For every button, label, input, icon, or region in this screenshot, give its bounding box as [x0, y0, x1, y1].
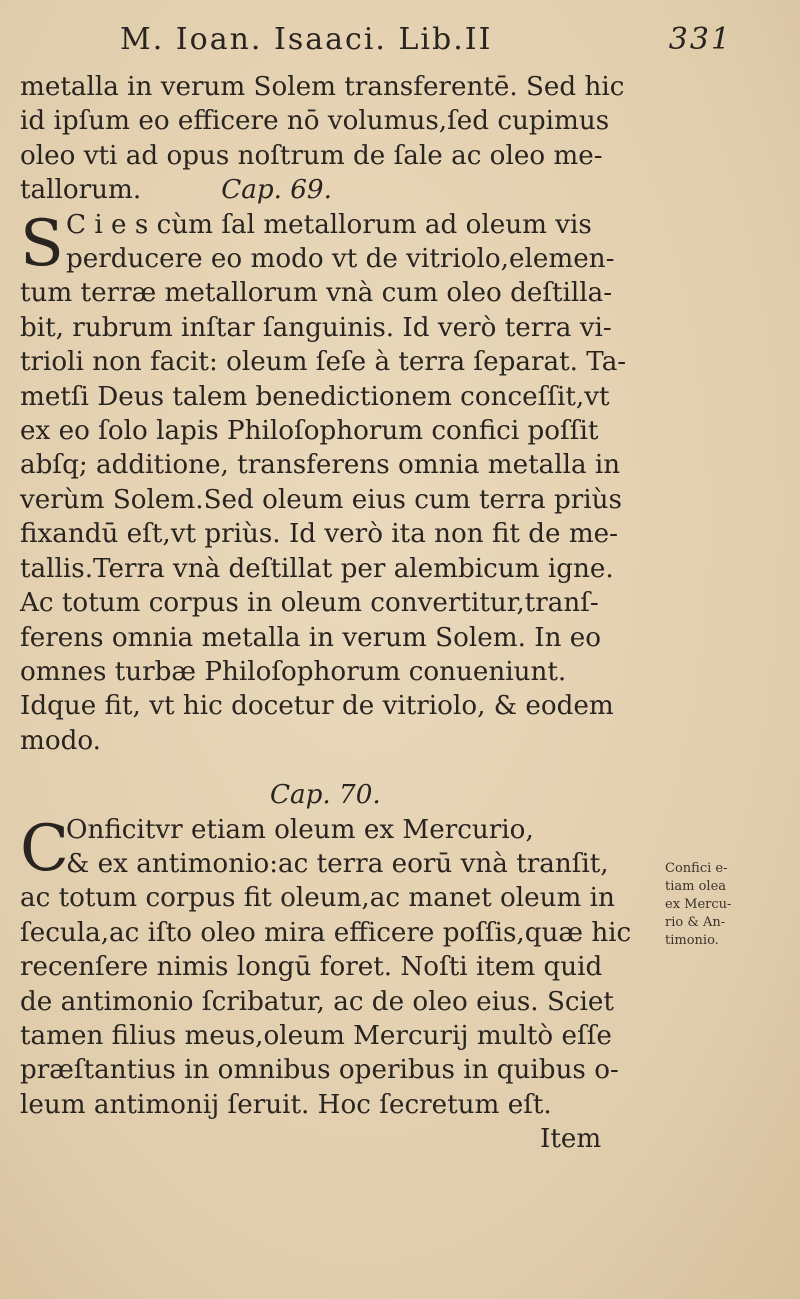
- text-line: oleo vti ad opus noſtrum de ſale ac oleo me-: [20, 140, 603, 171]
- page-number: 331: [668, 22, 732, 57]
- text-line: ferens omnia metalla in verum Solem. In eo: [20, 622, 602, 653]
- text-line: fixandū eſt,vt priùs. Id verò ita non fit de me-: [20, 519, 619, 550]
- chapter-heading-70: Cap. 70.: [270, 780, 381, 811]
- drop-cap-c: C: [20, 811, 69, 886]
- section-69-opening: [20, 206, 660, 281]
- margin-note-line: tiam olea: [665, 879, 727, 894]
- text-line: Ac totum corpus in oleum convertitur,tranſ-: [20, 588, 599, 619]
- text-line: id ipſum eo efficere nō volumus,ſed cupimus: [20, 106, 610, 137]
- text-line: tum terræ metallorum vnà cum oleo deſtilla-: [20, 278, 613, 309]
- margin-note-line: rio & An-: [665, 915, 726, 930]
- text-line: metſi Deus talem benedictionem conceſſit,vt: [20, 381, 610, 412]
- text-line: Idque fit, vt hic docetur de vitriolo, & eodem: [20, 691, 614, 722]
- text-line: tamen filius meus,oleum Mercurij multò eſſe: [20, 1020, 612, 1051]
- text-line: metalla in verum Solem transferentē. Sed hic: [20, 72, 625, 102]
- margin-note: [665, 860, 785, 950]
- text-line: perducere eo modo vt de vitriolo,elemen-: [66, 244, 615, 275]
- text-line: omnes turbæ Philoſophorum conueniunt.: [20, 656, 567, 687]
- margin-note-line: ex Mercu-: [665, 897, 732, 912]
- text-line: modo.: [20, 725, 101, 756]
- text-line: trioli non facit: oleum ſeſe à terra ſeparat. Ta-: [20, 347, 627, 378]
- text-line: verùm Solem.Sed oleum eius cum terra priùs: [20, 484, 622, 515]
- text-line: ſecula,ac iſto oleo mira efficere poſſis,quæ hic: [20, 917, 632, 948]
- catchword: Item: [540, 1124, 602, 1155]
- text-line: tallorum. Cap. 69.: [20, 175, 332, 206]
- text-line: leum antimonij ſeruit. Hoc ſecretum eſt.: [20, 1089, 552, 1120]
- margin-note-line: Confici e-: [665, 861, 728, 876]
- main-text: [20, 70, 660, 1157]
- running-title: M. Ioan. Isaaci. Lib.II: [120, 22, 493, 57]
- text-line: abſq; additione, transferens omnia metalla in: [20, 450, 621, 481]
- chapter-heading-69: Cap. 69.: [221, 175, 332, 206]
- text-line: præſtantius in omnibus operibus in quibus o-: [20, 1055, 619, 1086]
- catchword-line: [20, 1122, 660, 1156]
- section-70-opening: [20, 811, 660, 886]
- text-line: Onficitvr etiam oleum ex Mercurio,: [66, 814, 534, 845]
- text-line: bit, rubrum inſtar ſanguinis. Id verò terra vi-: [20, 312, 612, 343]
- text-line: C i e s cùm ſal metallorum ad oleum vis: [66, 209, 592, 240]
- text-line: recenſere nimis longū foret. Noſti item quid: [20, 952, 603, 983]
- drop-cap-s: S: [20, 206, 64, 281]
- running-head: [120, 22, 760, 66]
- text-line: ex eo ſolo lapis Philoſophorum confici poſſit: [20, 416, 599, 447]
- text-line: de antimonio ſcribatur, ac de oleo eius. Sciet: [20, 986, 614, 1017]
- margin-note-line: timonio.: [665, 933, 719, 948]
- text-line: tallis.Terra vnà deſtillat per alembicum igne.: [20, 553, 614, 584]
- text-line: ac totum corpus fit oleum,ac manet oleum in: [20, 883, 615, 914]
- text-line: & ex antimonio:ac terra eorū vnà tranſit,: [66, 848, 609, 879]
